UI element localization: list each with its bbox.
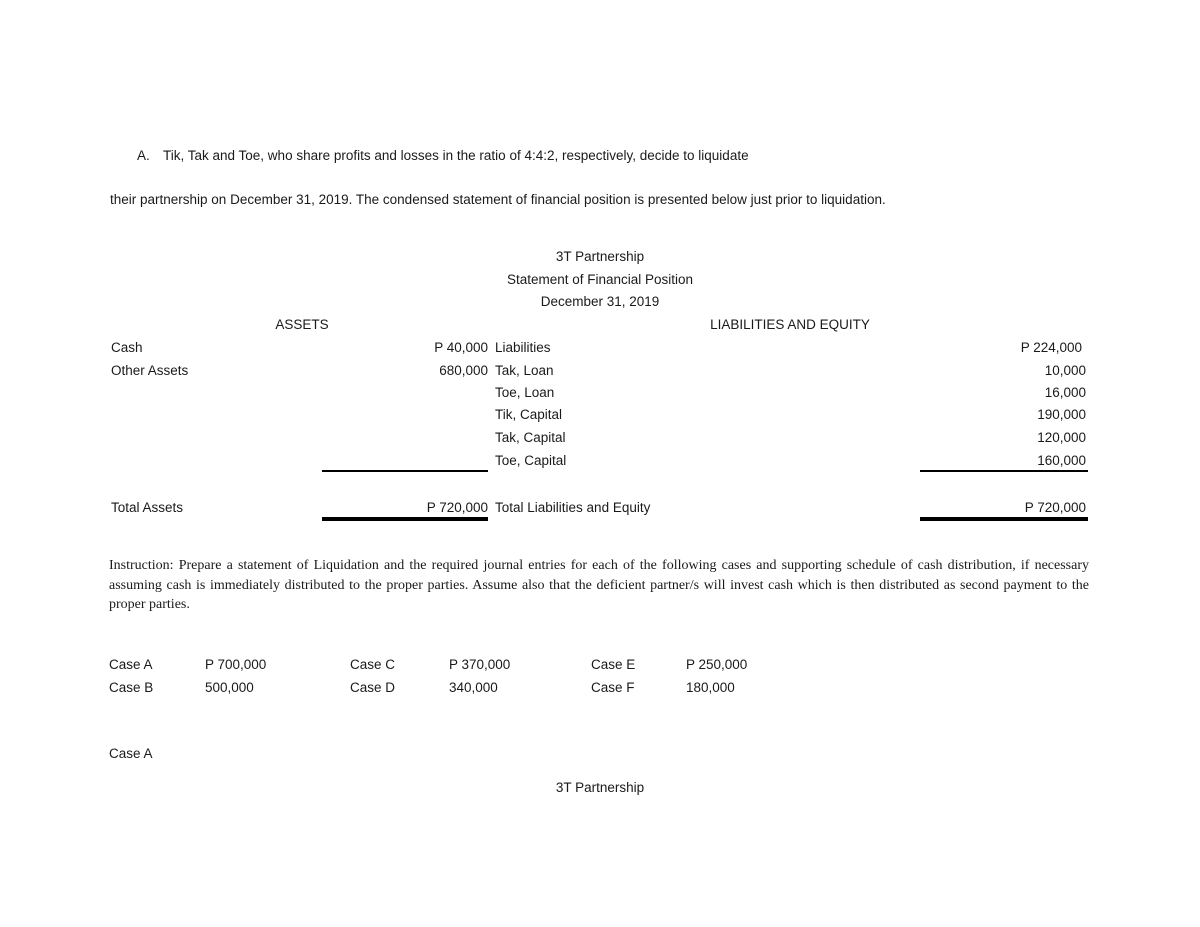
case-a-heading: Case A: [109, 746, 153, 761]
instruction-paragraph: Instruction: Prepare a statement of Liquidation and the required journal entries for each of the following cases and supporting schedule of cash distribution, if necessary assuming cash is immediately distributed to the proper parties. Assume also that the deficient partner/s will invest cash which is then distributed as second payment to the proper parties.: [109, 558, 1089, 612]
liab-amount-tik-capital: 190,000: [1037, 407, 1086, 422]
liab-total-rule: [920, 517, 1088, 521]
assets-total-rule: [322, 517, 488, 521]
company-name: 3T Partnership: [555, 249, 645, 264]
liab-label-toe-loan: Toe, Loan: [495, 385, 555, 400]
case-c-label: Case C: [350, 657, 396, 672]
intro-line-2: their partnership on December 31, 2019. The condensed statement of financial position is presented below just prior to liquidation.: [110, 192, 886, 207]
asset-amount-other: 680,000: [439, 363, 488, 378]
case-f-label: Case F: [591, 680, 635, 695]
liab-amount-tak-loan: 10,000: [1044, 363, 1086, 378]
statement-date: December 31, 2019: [540, 294, 660, 309]
total-liab-label: Total Liabilities and Equity: [495, 500, 651, 515]
case-b-label: Case B: [109, 680, 154, 695]
liab-amount-toe-loan: 16,000: [1044, 385, 1086, 400]
assets-header: ASSETS: [275, 317, 329, 332]
liabilities-equity-header: LIABILITIES AND EQUITY: [710, 317, 870, 332]
intro-line-1: Tik, Tak and Toe, who share profits and losses in the ratio of 4:4:2, respectively, decide to liquidate: [163, 148, 749, 163]
case-b-value: 500,000: [205, 680, 254, 695]
liab-amount-tak-capital: 120,000: [1037, 430, 1086, 445]
liab-amount-toe-capital: 160,000: [1037, 453, 1086, 468]
case-c-value: P 370,000: [449, 657, 511, 672]
total-assets-label: Total Assets: [111, 500, 184, 515]
liab-amount-liabilities: P 224,000: [1020, 340, 1082, 355]
total-assets-amount: P 720,000: [426, 500, 488, 515]
case-a-label: Case A: [109, 657, 153, 672]
case-e-label: Case E: [591, 657, 636, 672]
asset-label-other: Other Assets: [111, 363, 189, 378]
statement-title: Statement of Financial Position: [506, 272, 694, 287]
liab-label-tik-capital: Tik, Capital: [495, 407, 563, 422]
footer-company-name: 3T Partnership: [555, 780, 645, 795]
liab-label-liabilities: Liabilities: [495, 340, 551, 355]
asset-label-cash: Cash: [111, 340, 143, 355]
liab-label-tak-loan: Tak, Loan: [495, 363, 554, 378]
list-marker: A.: [137, 148, 150, 163]
asset-amount-cash: P 40,000: [434, 340, 488, 355]
case-d-value: 340,000: [449, 680, 498, 695]
liab-label-tak-capital: Tak, Capital: [495, 430, 566, 445]
total-liab-amount: P 720,000: [1024, 500, 1086, 515]
case-f-value: 180,000: [686, 680, 735, 695]
case-e-value: P 250,000: [686, 657, 748, 672]
assets-subtotal-rule: [322, 470, 488, 472]
liab-subtotal-rule: [920, 470, 1088, 472]
case-a-value: P 700,000: [205, 657, 267, 672]
case-d-label: Case D: [350, 680, 396, 695]
liab-label-toe-capital: Toe, Capital: [495, 453, 567, 468]
